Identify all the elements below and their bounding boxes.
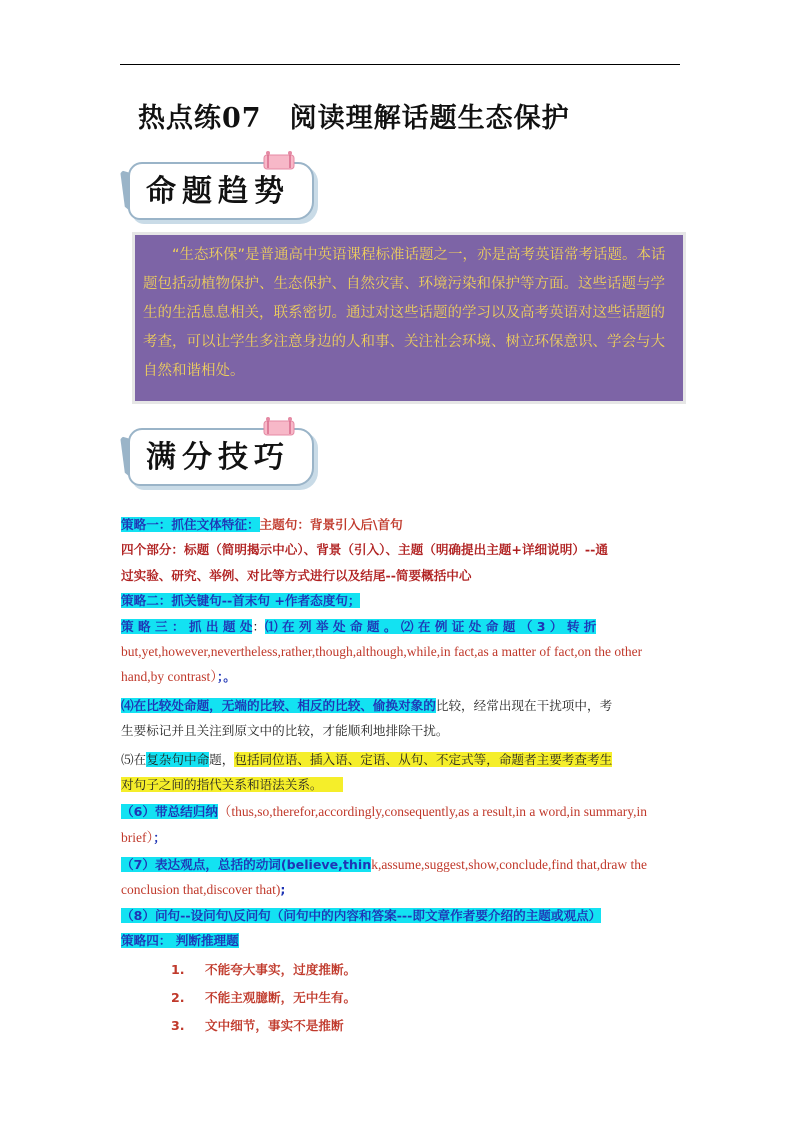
trend-banner — [120, 150, 320, 222]
point-6-b — [121, 825, 681, 850]
list-item — [121, 957, 681, 982]
point-6-words-a: （thus,so,therefor,accordingly,consequently,as a result,in a word,in summary,in — [217, 804, 648, 820]
point-6 — [121, 799, 681, 824]
skills-content — [121, 512, 681, 1039]
trend-banner-label: 命题趋势 — [146, 174, 290, 209]
point-5-text-b: 对句子之间的指代关系和语法关系。 — [121, 776, 323, 792]
skills-banner-label: 满分技巧 — [146, 440, 290, 475]
strategy-3-text: ⑴ 在 列 举 处 命 题 。 ⑵ 在 例 证 处 命 题 （ 3 ） 转 折 — [265, 618, 597, 634]
title-text: 阅读理解话题生态保护 — [289, 103, 570, 134]
strategy-3-words-b-end: ；。 — [216, 669, 236, 685]
point-6-words-b: brief） — [121, 829, 154, 845]
intro-text: “生态环保”是普通高中英语课程标准话题之一，亦是高考英语常考话题。本话题包括动植物保护、生态保护、自然灾害、环境污染和保护等方面。这些话题与学生的生活息息相关，联系密切。通过对这些话题的学习以及高考英语对这些话题的考查，可以让学生多注意身边的人和事、关注社会环境、树立环保意识、学会与大自然和谐相处。 — [143, 247, 666, 379]
strategy-1-text: 主题句：背景引入后\首句 — [259, 517, 403, 532]
list-item — [121, 1013, 681, 1038]
strategy-2-label: 策略二：抓关键句--首末句 +作者态度句； — [121, 593, 361, 609]
strategy-3-colon: ： — [252, 618, 266, 634]
strategy-3-words-a: but,yet,however,nevertheless,rather,though,although,while,in fact,as a matter of fact,on the other — [121, 643, 643, 659]
strategy-3-label: 策 略 三 ： 抓 出 题 处 — [121, 618, 253, 634]
top-rule — [120, 64, 680, 65]
point-5-highlight: 复杂句中命 — [146, 751, 210, 767]
skills-banner — [120, 416, 320, 488]
point-4 — [121, 693, 681, 718]
point-6-end: ； — [153, 829, 166, 845]
list-item-text: 文中细节，事实不是推断 — [205, 1018, 344, 1034]
strategy-3 — [121, 614, 681, 639]
title-number: 热点练07 — [138, 103, 262, 134]
point-7-words-b: conclusion that,discover that) — [121, 882, 281, 898]
page-title — [138, 96, 570, 135]
strategy-4-label: 策略四： 判断推理题 — [121, 933, 239, 949]
list-item-text: 不能主观臆断，无中生有。 — [205, 990, 357, 1006]
paperclip-icon — [262, 150, 296, 172]
intro-box — [132, 232, 686, 404]
strategy-2 — [121, 588, 681, 613]
point-7 — [121, 852, 681, 877]
point-8-label: （8）问句--设问句\反问句（问句中的内容和答案---即文章作者要介绍的主题或观点） — [121, 907, 602, 923]
strategy-4 — [121, 928, 681, 953]
strategy-3-words-b-text: hand,by contrast） — [121, 669, 217, 685]
list-item-text: 不能夸大事实，过度推断。 — [205, 961, 357, 977]
list-item — [121, 985, 681, 1010]
list-item-number: 2. — [171, 990, 185, 1006]
point-7-end: ; — [280, 882, 286, 898]
strategy-1-detail-b: 过实验、研究、举例、对比等方式进行以及结尾--简要概括中心 — [121, 567, 472, 583]
point-5-pre: ⑸在 — [121, 751, 147, 767]
strategy-1-detail-a: 四个部分：标题（简明揭示中心）、背景（引入）、主题（明确提出主题+详细说明）--通 — [121, 542, 608, 558]
point-7-words-a: k,assume,suggest,show,conclude,find that,draw the — [371, 857, 648, 873]
paperclip-icon — [262, 416, 296, 438]
strategy-3-words-b — [121, 664, 681, 689]
list-item-number: 3. — [171, 1018, 185, 1034]
point-5-pad — [323, 777, 343, 792]
strategy-1 — [121, 512, 681, 537]
point-6-label: （6）带总结归纳 — [121, 804, 218, 820]
point-5 — [121, 747, 681, 772]
point-4-text: 比较，经常出现在干扰项中，考 — [435, 697, 613, 713]
point-7-b — [121, 877, 681, 902]
point-5-highlight-2: 包括同位语、插入语、定语、从句、不定式等，命题者主要考查考生 — [234, 751, 613, 767]
point-5-b — [121, 772, 681, 797]
list-item-number: 1. — [171, 961, 185, 977]
point-7-label: （7）表达观点，总括的动词(believe,thin — [121, 857, 372, 873]
point-4-text-b: 生要标记并且关注到原文中的比较，才能顺利地排除干扰。 — [121, 723, 449, 739]
point-4-label: ⑷在比较处命题，无端的比较、相反的比较、偷换对象的 — [121, 697, 436, 713]
strategy-1-label: 策略一：抓住文体特征： — [121, 517, 260, 532]
point-5-text: 题， — [209, 751, 235, 767]
point-8 — [121, 903, 681, 928]
